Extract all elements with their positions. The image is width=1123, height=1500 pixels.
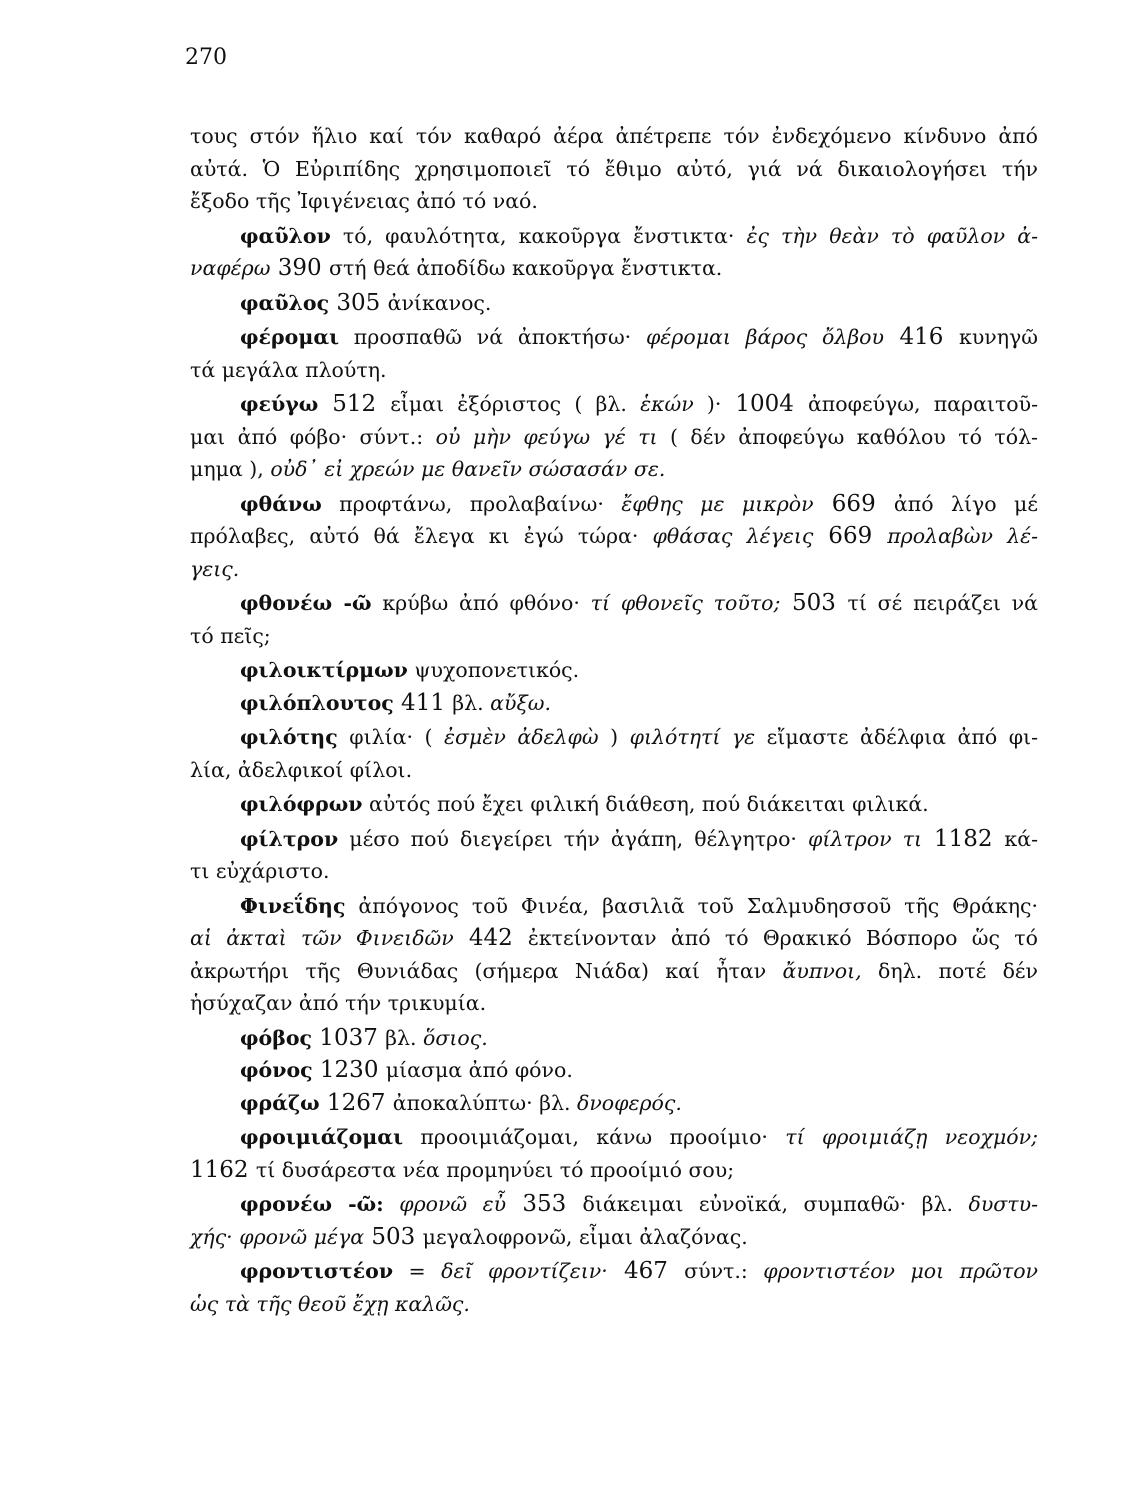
quotation: φθάσας λέγεις xyxy=(638,524,814,548)
definition: δηλ. ποτέ δέν xyxy=(861,958,1038,983)
glossary-entry xyxy=(190,721,1038,754)
definition: σύντ.: xyxy=(684,1259,748,1283)
line-reference: 503 xyxy=(364,1223,423,1250)
definition: ἀπόγονος τοῦ Φινέα, βασιλιᾶ τοῦ Σαλμυδησσοῦ τῆς Θράκης· xyxy=(345,893,1038,918)
quotation: δνοφερός. xyxy=(570,1090,682,1115)
quotation: τί φροιμιάζῃ νεοχμόν; xyxy=(767,1125,1038,1149)
line-reference: 669 xyxy=(813,490,894,517)
quotation: φιλότητί γε xyxy=(618,725,756,749)
definition: κυνηγῶ xyxy=(959,325,1038,349)
headword: φροιμιάζομαι xyxy=(240,1125,403,1149)
text-line xyxy=(190,185,1038,218)
headword: φίλτρον xyxy=(240,826,339,851)
headword: φαῦλον xyxy=(240,223,331,248)
entry-continuation xyxy=(190,855,1038,888)
entry-continuation xyxy=(190,1288,1038,1321)
line-reference: 416 xyxy=(883,324,959,350)
definition: τί δυσάρεστα νέα προμηνύει τό προοίμιό σου; xyxy=(255,1157,735,1182)
headword: φθάνω xyxy=(240,491,322,516)
line-reference: 442 xyxy=(453,925,528,951)
definition: βλ. xyxy=(385,1025,417,1050)
quotation: ὡς τὰ τῆς θεοῦ ἔχῃ καλῶς. xyxy=(190,1291,470,1316)
line-reference: 1037 xyxy=(312,1024,386,1051)
definition: εἶμαι ἐξόριστος ( βλ. xyxy=(390,392,627,416)
entry-continuation xyxy=(190,955,1038,988)
entry-continuation xyxy=(190,421,1038,454)
definition: ἀκρωτήρι τῆς Θυνιάδας (σήμερα Νιάδα) καί ἦταν xyxy=(190,958,767,983)
definition: ἀπό λίγο μέ xyxy=(893,491,1039,516)
quotation: ὅσιος. xyxy=(416,1025,488,1050)
quotation: ἔφθης με μικρὸν xyxy=(603,491,814,516)
headword: φρονέω -ῶ: xyxy=(240,1192,384,1216)
glossary-entry xyxy=(190,1188,1038,1221)
definition: βλ. xyxy=(452,690,484,715)
headword: φιλοικτίρμων xyxy=(240,658,408,682)
line-reference: 1230 xyxy=(312,1057,386,1083)
definition: μεγαλοφρονῶ, εἶμαι ἀλαζόνας. xyxy=(422,1224,748,1249)
definition: λία, ἀδελφικοί φίλοι. xyxy=(190,757,413,782)
entry-continuation xyxy=(190,553,1038,586)
entry-continuation xyxy=(190,754,1038,787)
definition: εἴμαστε ἀδέλφια ἀπό φι- xyxy=(755,725,1039,749)
definition: ἀποφεύγω, παραιτοῦ- xyxy=(807,392,1039,416)
quotation: αἱ ἀκταὶ τῶν Φινειδῶν xyxy=(190,926,454,950)
glossary-entry xyxy=(190,488,1038,521)
definition: ἀνίκανος. xyxy=(387,290,492,315)
definition: τό, φαυλότητα, κακοῦργα ἔνστικτα· xyxy=(330,223,735,248)
text-span: αὐτά. Ὁ Εὐριπίδης χρησιμοποιεῖ τό ἔθιμο αὐτό, γιά νά δικαιολογήσει τήν xyxy=(190,156,1038,181)
definition: προφτάνω, προλαβαίνω· xyxy=(321,491,604,516)
definition: αὐτός πού ἔχει φιλική διάθεση, πού διάκειται φιλικά. xyxy=(362,792,929,816)
definition: τί σέ πειράζει νά xyxy=(847,591,1038,615)
definition: προσπαθῶ νά ἀποκτήσω· xyxy=(339,325,632,349)
glossary-entry xyxy=(190,788,1038,821)
text-line xyxy=(190,153,1038,186)
line-reference: 353 xyxy=(506,1191,583,1217)
headword: φιλότης xyxy=(240,725,338,749)
glossary-entry xyxy=(190,1121,1038,1154)
glossary-entry xyxy=(190,890,1038,923)
text-span: ἔξοδο τῆς Ἰφιγένειας ἀπό τό ναό. xyxy=(190,189,538,213)
line-reference: 1162 xyxy=(190,1156,256,1183)
definition: τό πεῖς; xyxy=(190,623,271,648)
glossary-text xyxy=(190,120,1038,1320)
quotation: τί φθονεῖς τοῦτο; xyxy=(579,591,781,615)
quotation: ἐς τὴν θεὰν τὸ φαῦλον ἀ- xyxy=(734,223,1038,248)
definition: φιλία· ( xyxy=(337,725,433,749)
definition: τι εὐχάριστο. xyxy=(190,859,330,883)
page-number: 270 xyxy=(185,45,227,70)
definition: ) xyxy=(598,725,619,749)
headword: φιλόπλουτος xyxy=(240,690,394,715)
entry-continuation xyxy=(190,354,1038,387)
quotation: φρονῶ εὖ xyxy=(383,1192,507,1216)
definition: μαι ἀπό φόβο· σύντ.: xyxy=(190,424,424,449)
entry-continuation xyxy=(190,1221,1038,1254)
line-reference: 503 xyxy=(780,590,848,616)
line-reference: 305 xyxy=(329,289,388,316)
headword: φροντιστέον xyxy=(240,1259,394,1283)
glossary-entry xyxy=(190,321,1038,354)
definition: κρύβω ἀπό φθόνο· xyxy=(371,591,580,615)
quotation: αὔξω. xyxy=(483,690,552,715)
headword: φεύγω xyxy=(240,392,319,416)
quotation: γεις. xyxy=(190,556,240,581)
entry-continuation xyxy=(190,520,1038,553)
definition: ( δέν ἀποφεύγω καθόλου τό τόλ- xyxy=(657,424,1038,449)
line-reference: 669 xyxy=(813,523,888,549)
definition: στή θεά ἀποδίδω κακοῦργα ἔνστικτα. xyxy=(328,256,723,280)
headword: φιλόφρων xyxy=(240,792,363,816)
headword: φράζω xyxy=(240,1090,320,1115)
quotation: ναφέρω xyxy=(190,256,271,280)
definition: κά- xyxy=(1004,826,1039,851)
definition: διάκειμαι εὐνοϊκά, συμπαθῶ· βλ. xyxy=(582,1192,953,1216)
quotation: δυστυ- xyxy=(953,1192,1039,1216)
quotation: φρονῶ μέγα xyxy=(232,1224,365,1249)
line-reference: 411 xyxy=(393,689,453,716)
definition: πρόλαβες, αὐτό θά ἔλεγα κι ἐγώ τώρα· xyxy=(190,524,639,548)
definition: ἐκτείνονταν ἀπό τό Θρακικό Βόσπορο ὥς τό xyxy=(527,926,1038,950)
definition: προοιμιάζομαι, κάνω προοίμιο· xyxy=(403,1125,768,1149)
quotation: φίλτρον τι xyxy=(796,826,923,851)
text-line xyxy=(190,120,1038,153)
entry-continuation xyxy=(190,987,1038,1020)
entry-continuation xyxy=(190,620,1038,653)
quotation: ἑκών xyxy=(626,392,694,416)
headword: φέρομαι xyxy=(240,325,340,349)
definition: μημα ), xyxy=(190,457,264,481)
definition: )· xyxy=(693,392,722,416)
text-span: τους στόν ἥλιο καί τόν καθαρό ἀέρα ἀπέτρεπε τόν ἐνδεχόμενο κίνδυνο ἀπό xyxy=(190,124,1038,148)
definition: = xyxy=(393,1259,426,1283)
quotation: οὐδ᾽ εἰ χρεών με θανεῖν σώσασάν σε. xyxy=(263,457,666,481)
quotation: προλαβὼν λέ- xyxy=(887,524,1039,548)
entry-continuation xyxy=(190,922,1038,955)
line-reference: 512 xyxy=(318,391,391,417)
line-reference: 1182 xyxy=(922,825,1005,852)
definition: μέσο πού διεγείρει τήν ἀγάπη, θέλγητρο· xyxy=(338,826,797,851)
headword: φθονέω -ῶ xyxy=(240,591,372,615)
glossary-entry xyxy=(190,587,1038,620)
line-reference: 1004 xyxy=(721,391,808,417)
definition: ἀποκαλύπτω· βλ. xyxy=(392,1090,571,1115)
quotation: οὐ μὴν φεύγω γέ τι xyxy=(423,424,658,449)
entry-continuation xyxy=(190,1154,1038,1187)
quotation: ἐσμὲν ἀδελφὼ xyxy=(432,725,599,749)
glossary-entry xyxy=(190,654,1038,687)
glossary-entry xyxy=(190,287,1038,320)
line-reference: 390 xyxy=(270,255,329,281)
glossary-entry xyxy=(190,1255,1038,1288)
headword: φαῦλος xyxy=(240,290,330,315)
quotation: ἄυπνοι, xyxy=(766,958,862,983)
definition: ἡσύχαζαν ἀπό τήν τρικυμία. xyxy=(190,991,487,1015)
headword: Φινεΐδης xyxy=(240,893,346,918)
entry-continuation xyxy=(190,252,1038,285)
glossary-entry xyxy=(190,687,1038,720)
glossary-entry xyxy=(190,220,1038,253)
quotation: φέρομαι βάρος ὄλβου xyxy=(631,325,884,349)
quotation: φροντιστέον μοι πρῶτον xyxy=(747,1259,1038,1283)
glossary-entry xyxy=(190,1022,1038,1055)
definition: μίασμα ἀπό φόνο. xyxy=(385,1058,573,1082)
definition: τά μεγάλα πλούτη. xyxy=(190,357,387,382)
quotation: χής· xyxy=(190,1224,233,1249)
glossary-entry xyxy=(190,823,1038,856)
headword: φόνος xyxy=(240,1058,313,1082)
glossary-entry xyxy=(190,388,1038,421)
line-reference: 1267 xyxy=(319,1089,393,1116)
definition: ψυχοπονετικός. xyxy=(407,658,580,682)
glossary-entry xyxy=(190,1054,1038,1087)
glossary-entry xyxy=(190,1087,1038,1120)
quotation: δεῖ φροντίζειν· xyxy=(425,1259,608,1283)
entry-continuation xyxy=(190,453,1038,486)
headword: φόβος xyxy=(240,1025,312,1050)
line-reference: 467 xyxy=(607,1258,685,1284)
